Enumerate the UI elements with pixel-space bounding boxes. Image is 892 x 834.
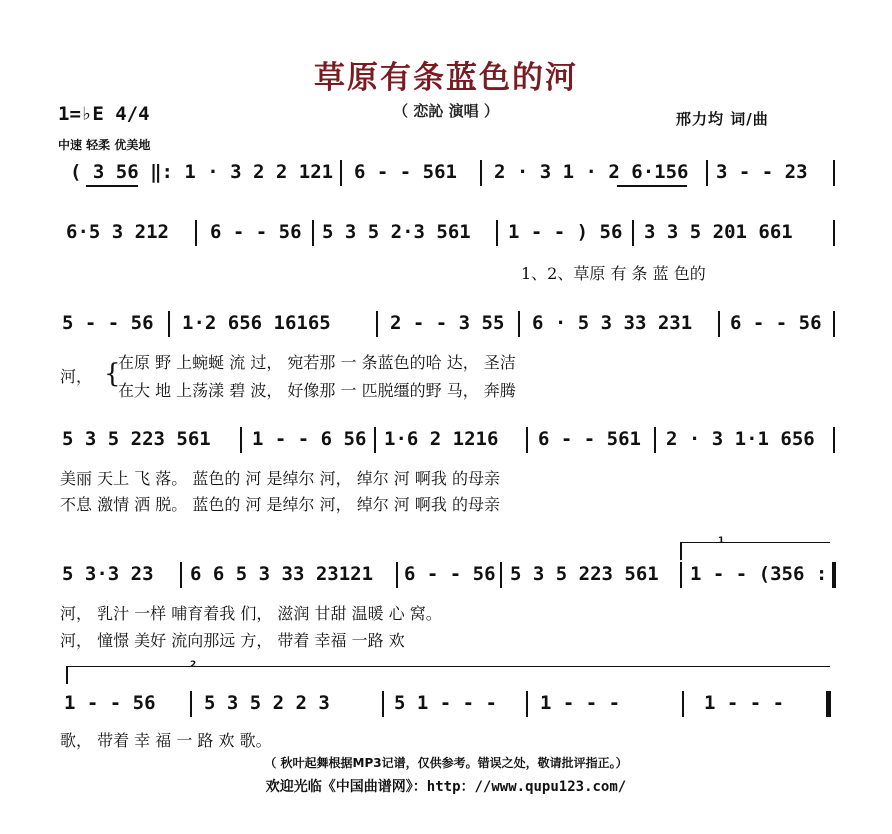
page-title: 草原有条蓝色的河 <box>314 60 578 96</box>
barline <box>240 427 242 453</box>
measure: 2 - - 3 55 <box>390 312 505 334</box>
measure: 1 - - (356 : <box>690 563 828 585</box>
measure: 6 - - 561 <box>538 428 641 450</box>
barline <box>480 160 482 186</box>
measure: ( 3 56 ‖: 1 · 3 2 2 121 <box>70 161 334 183</box>
measure: 1·2 656 16165 <box>182 312 331 334</box>
barline <box>632 220 634 246</box>
final-barline <box>832 562 836 588</box>
key-signature: 1=♭E 4/4 <box>58 103 150 125</box>
measure: 2 · 3 1 · 2 6·156 <box>494 161 689 183</box>
measure: 5 3 5 2·3 561 <box>322 221 471 243</box>
measure: 6 - - 561 <box>354 161 457 183</box>
lyric-line: 美丽 天上 飞 落。 蓝色的 河 是绰尔 河， 绰尔 河 啊我 的母亲 <box>60 469 500 488</box>
measure: 5 3 5 223 561 <box>62 428 211 450</box>
lyric-line: 在大 地 上荡漾 碧 波， 好像那 一 匹脱缰的野 马， 奔腾 <box>118 381 516 400</box>
measure: 3 3 5 201 661 <box>644 221 793 243</box>
barline <box>680 562 682 588</box>
lyric-line: 1、2、草原 有 条 蓝 色的 <box>521 264 706 283</box>
underline <box>86 185 138 187</box>
volta-bracket-1-left <box>680 542 682 560</box>
measure: 5 3·3 23 <box>62 563 154 585</box>
barline <box>195 220 197 246</box>
barline <box>190 691 192 717</box>
barline <box>706 160 708 186</box>
measure: 6 - - 56 <box>404 563 496 585</box>
volta-bracket-2 <box>66 666 830 667</box>
barline <box>312 220 314 246</box>
measure: 3 - - 23 <box>716 161 808 183</box>
lyric-line: 歌， 带着 幸 福 一 路 欢 歌。 <box>60 731 272 750</box>
barline <box>180 562 182 588</box>
volta-number-1: 1 <box>718 536 725 546</box>
barline <box>374 427 376 453</box>
measure: 6 · 5 3 33 231 <box>532 312 693 334</box>
measure: 1 - - - <box>540 692 621 714</box>
barline <box>382 691 384 717</box>
lyric-line: 河， <box>60 367 93 386</box>
tempo-marking: 中速 轻柔 优美地 <box>58 138 151 152</box>
barline <box>500 562 502 588</box>
barline <box>833 160 835 186</box>
barline <box>526 691 528 717</box>
measure: 6 6 5 3 33 23121 <box>190 563 374 585</box>
site-credit: 欢迎光临《中国曲谱网》：http：//www.qupu123.com/ <box>265 779 627 795</box>
barline <box>833 427 835 453</box>
volta-bracket-1 <box>680 542 830 543</box>
measure: 1 - - 6 56 <box>252 428 367 450</box>
verse-brace: { <box>104 359 121 389</box>
final-barline <box>826 691 831 717</box>
lyric-line: 不息 激情 洒 脱。 蓝色的 河 是绰尔 河， 绰尔 河 啊我 的母亲 <box>60 495 500 514</box>
barline <box>682 691 684 717</box>
measure: 1 - - 56 <box>64 692 156 714</box>
composer-credit: 邢力均 词/曲 <box>676 110 769 128</box>
barline <box>833 311 835 337</box>
barline <box>654 427 656 453</box>
measure: 1·6 2 1216 <box>384 428 499 450</box>
measure: 6 - - 56 <box>730 312 822 334</box>
measure: 6·5 3 212 <box>66 221 169 243</box>
barline <box>526 427 528 453</box>
measure: 5 1 - - - <box>394 692 497 714</box>
barline <box>168 311 170 337</box>
measure: 1 - - ) 56 <box>508 221 623 243</box>
measure: 5 3 5 2 2 3 <box>204 692 330 714</box>
barline <box>376 311 378 337</box>
singer-credit: （ 恋訫 演唱 ） <box>393 102 499 120</box>
lyric-line: 河， 憧憬 美好 流向那远 方， 带着 幸福 一路 欢 <box>60 631 405 650</box>
barline <box>833 220 835 246</box>
barline <box>340 160 342 186</box>
volta-number-2: 2 <box>190 660 197 670</box>
underline <box>617 185 687 187</box>
barline <box>718 311 720 337</box>
barline <box>396 562 398 588</box>
lyric-line: 河， 乳汁 一样 哺育着我 们， 滋润 甘甜 温暖 心 窝。 <box>60 604 442 623</box>
measure: 5 3 5 223 561 <box>510 563 659 585</box>
transcription-note: （ 秋叶起舞根据MP3记谱，仅供参考。错误之处，敬请批评指正。） <box>264 756 628 770</box>
measure: 1 - - - <box>704 692 785 714</box>
volta-bracket-2-left <box>66 666 68 684</box>
measure: 6 - - 56 <box>210 221 302 243</box>
lyric-line: 在原 野 上蜿蜒 流 过， 宛若那 一 条蓝色的哈 达， 圣洁 <box>118 353 516 372</box>
measure: 2 · 3 1·1 656 <box>666 428 815 450</box>
barline <box>496 220 498 246</box>
barline <box>518 311 520 337</box>
measure: 5 - - 56 <box>62 312 154 334</box>
